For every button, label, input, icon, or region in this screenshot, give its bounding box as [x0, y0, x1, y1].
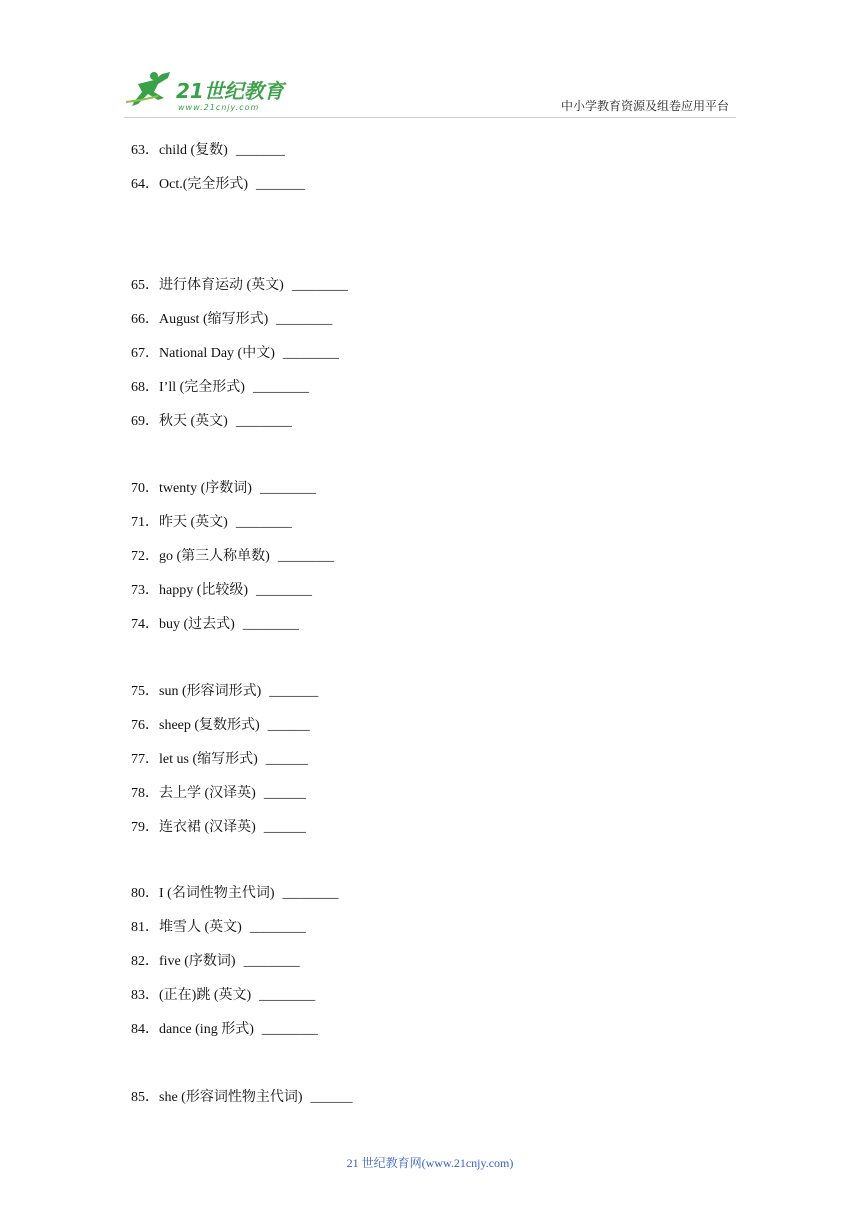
question-item — [131, 139, 285, 159]
question-number: 70 — [131, 481, 145, 496]
question-text: I (名词性物主代词) — [159, 886, 275, 901]
answer-blank: ______ — [310, 1090, 353, 1105]
answer-blank: ________ — [243, 954, 300, 969]
question-text: twenty (序数词) — [159, 481, 252, 496]
question-number: 71 — [131, 515, 145, 530]
answer-blank: ________ — [291, 278, 348, 293]
question-number: 75 — [131, 684, 145, 699]
question-item — [131, 342, 339, 362]
question-text: happy (比较级) — [159, 583, 249, 598]
question-number: 74 — [131, 617, 145, 632]
question-text: buy (过去式) — [159, 617, 235, 632]
question-item — [131, 950, 300, 970]
question-number: 83 — [131, 988, 145, 1003]
number-separator: ． — [145, 886, 159, 901]
question-item — [131, 984, 315, 1004]
question-number: 84 — [131, 1022, 145, 1037]
number-separator: ． — [145, 954, 159, 969]
number-separator: ． — [145, 515, 159, 530]
answer-blank: _______ — [256, 177, 306, 192]
number-separator: ． — [145, 786, 159, 801]
question-text: Oct.(完全形式) — [159, 177, 249, 192]
question-item — [131, 308, 332, 328]
question-text: 去上学 (汉译英) — [159, 786, 256, 801]
question-item — [131, 410, 292, 430]
question-item — [131, 916, 306, 936]
question-text: five (序数词) — [159, 954, 236, 969]
question-text: she (形容词性物主代词) — [159, 1090, 303, 1105]
question-item — [131, 680, 318, 700]
question-text: 秋天 (英文) — [159, 414, 228, 429]
number-separator: ． — [145, 718, 159, 733]
number-separator: ． — [145, 583, 159, 598]
number-separator: ． — [145, 278, 159, 293]
question-text: sheep (复数形式) — [159, 718, 260, 733]
number-separator: ． — [145, 177, 159, 192]
number-separator: ． — [145, 312, 159, 327]
question-item — [131, 613, 299, 633]
question-text: I’ll (完全形式) — [159, 380, 245, 395]
number-separator: ． — [145, 1090, 159, 1105]
answer-blank: ________ — [277, 549, 334, 564]
page-header — [0, 0, 860, 120]
svg-text:21世纪教育: 21世纪教育 — [176, 79, 284, 103]
answer-blank: _______ — [235, 143, 285, 158]
logo-21cnjy — [124, 70, 294, 116]
number-separator: ． — [145, 481, 159, 496]
question-text: let us (缩写形式) — [159, 752, 258, 767]
question-item — [131, 545, 334, 565]
answer-blank: _______ — [269, 684, 319, 699]
number-separator: ． — [145, 752, 159, 767]
question-number: 64 — [131, 177, 145, 192]
question-text: August (缩写形式) — [159, 312, 269, 327]
question-number: 65 — [131, 278, 145, 293]
header-divider — [124, 117, 736, 118]
question-item — [131, 714, 310, 734]
question-text: go (第三人称单数) — [159, 549, 270, 564]
answer-blank: ________ — [235, 515, 292, 530]
runner-icon — [126, 72, 170, 106]
answer-blank: ______ — [263, 786, 306, 801]
answer-blank: ______ — [265, 752, 308, 767]
question-number: 81 — [131, 920, 145, 935]
number-separator: ． — [145, 143, 159, 158]
number-separator: ． — [145, 820, 159, 835]
question-text: National Day (中文) — [159, 346, 275, 361]
number-separator: ． — [145, 988, 159, 1003]
question-item — [131, 882, 339, 902]
question-number: 77 — [131, 752, 145, 767]
number-separator: ． — [145, 414, 159, 429]
answer-blank: ______ — [263, 820, 306, 835]
question-item — [131, 173, 305, 193]
question-number: 79 — [131, 820, 145, 835]
question-number: 67 — [131, 346, 145, 361]
question-text: sun (形容词形式) — [159, 684, 262, 699]
answer-blank: ________ — [259, 988, 316, 1003]
question-number: 78 — [131, 786, 145, 801]
question-number: 72 — [131, 549, 145, 564]
question-text: 堆雪人 (英文) — [159, 920, 242, 935]
number-separator: ． — [145, 920, 159, 935]
question-number: 66 — [131, 312, 145, 327]
question-text: 进行体育运动 (英文) — [159, 278, 284, 293]
question-item — [131, 376, 309, 396]
question-text: child (复数) — [159, 143, 228, 158]
question-text: dance (ing 形式) — [159, 1022, 254, 1037]
question-item — [131, 579, 312, 599]
question-number: 80 — [131, 886, 145, 901]
answer-blank: ________ — [276, 312, 333, 327]
answer-blank: ________ — [282, 346, 339, 361]
question-item — [131, 274, 348, 294]
answer-blank: ________ — [256, 583, 313, 598]
question-text: 昨天 (英文) — [159, 515, 228, 530]
question-number: 82 — [131, 954, 145, 969]
number-separator: ． — [145, 380, 159, 395]
question-text: 连衣裙 (汉译英) — [159, 820, 256, 835]
question-item — [131, 511, 292, 531]
number-separator: ． — [145, 1022, 159, 1037]
svg-text:www.21cnjy.com: www.21cnjy.com — [178, 103, 260, 112]
question-number: 63 — [131, 143, 145, 158]
number-separator: ． — [145, 684, 159, 699]
page-footer: 21 世纪教育网(www.21cnjy.com) — [346, 1156, 514, 1170]
answer-blank: ________ — [235, 414, 292, 429]
question-number: 68 — [131, 380, 145, 395]
number-separator: ． — [145, 346, 159, 361]
question-number: 69 — [131, 414, 145, 429]
answer-blank: ________ — [252, 380, 309, 395]
question-number: 85 — [131, 1090, 145, 1105]
answer-blank: ________ — [261, 1022, 318, 1037]
answer-blank: ______ — [267, 718, 310, 733]
question-number: 76 — [131, 718, 145, 733]
question-item — [131, 477, 316, 497]
number-separator: ． — [145, 549, 159, 564]
number-separator: ． — [145, 617, 159, 632]
answer-blank: ________ — [249, 920, 306, 935]
answer-blank: ________ — [282, 886, 339, 901]
answer-blank: ________ — [259, 481, 316, 496]
platform-tagline: 中小学教育资源及组卷应用平台 — [560, 99, 729, 113]
question-item — [131, 816, 306, 836]
question-item — [131, 1018, 318, 1038]
question-item — [131, 748, 308, 768]
question-number: 73 — [131, 583, 145, 598]
question-text: (正在)跳 (英文) — [159, 988, 252, 1003]
answer-blank: ________ — [242, 617, 299, 632]
question-item — [131, 782, 306, 802]
question-item — [131, 1086, 353, 1106]
